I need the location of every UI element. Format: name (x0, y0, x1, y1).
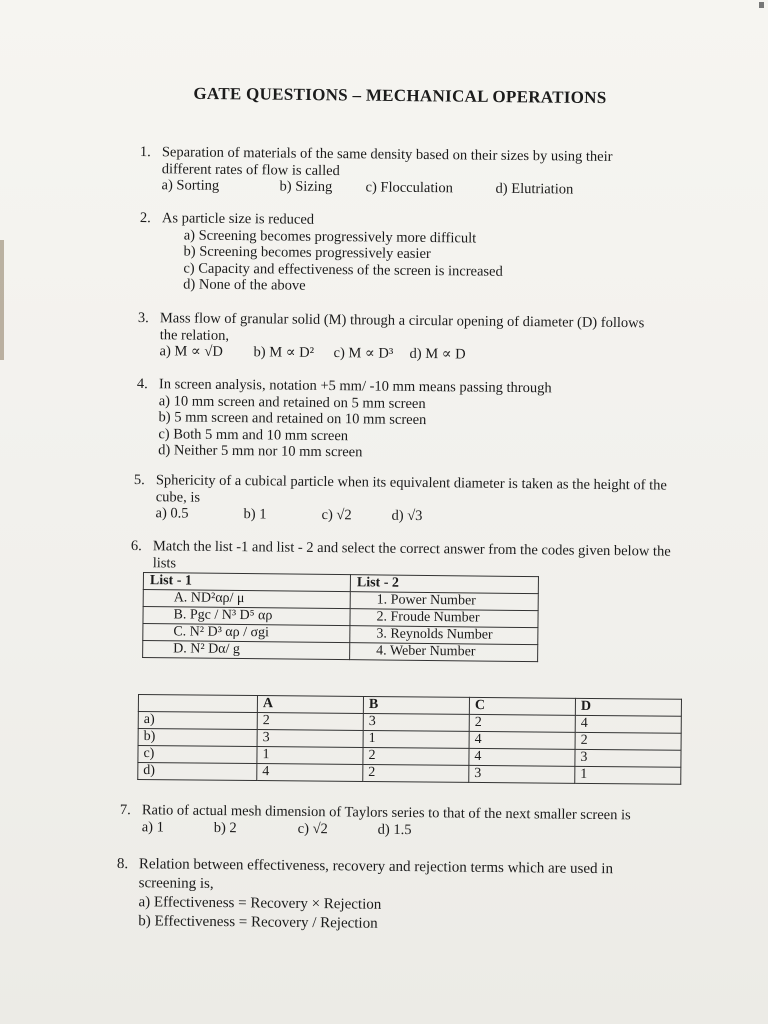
question-text: Mass flow of granular solid (M) through a circular opening of diameter (D) follows the relation, (159, 310, 645, 344)
match-header-list1: List - 1 (143, 573, 350, 592)
question-6 (131, 538, 676, 577)
question-number: 5. (133, 472, 145, 489)
question-text: In screen analysis, notation +5 mm/ -10 mm means passing through (158, 376, 552, 397)
question-3 (137, 310, 662, 365)
table-cell: 4 (575, 715, 681, 733)
option-b: b) Effectiveness = Recovery / Rejection (138, 913, 378, 932)
table-cell: B. Pgc / N³ D⁵ αρ (143, 607, 350, 626)
option-c: c) Capacity and effectiveness of the screen is increased (183, 259, 503, 280)
option-b: b) 2 (213, 819, 237, 836)
option-b: b) Screening becomes progressively easier (183, 243, 431, 263)
question-number: 1. (139, 144, 151, 161)
table-cell: A. ND²αρ/ μ (143, 590, 350, 609)
codes-table (137, 694, 682, 785)
codes-header (138, 695, 257, 713)
table-cell: d) (138, 763, 257, 781)
table-cell: 3 (363, 713, 469, 731)
match-table (142, 572, 539, 662)
table-cell: 2 (257, 713, 363, 731)
table-cell: C. N² D³ αρ / σgi (143, 624, 350, 643)
codes-header: B (363, 696, 469, 714)
question-7 (120, 802, 680, 841)
codes-header: D (575, 698, 681, 716)
table-cell: a) (138, 712, 257, 730)
option-d: d) Elutriation (495, 180, 574, 198)
table-cell: D. N² Dα/ g (143, 641, 350, 660)
option-a: a) 10 mm screen and retained on 5 mm screen (158, 392, 426, 412)
codes-header: C (469, 697, 575, 715)
question-number: 7. (119, 802, 131, 819)
table-cell: 1 (575, 766, 681, 784)
question-number: 4. (136, 376, 148, 393)
table-cell: 1 (257, 747, 363, 765)
option-d: d) None of the above (183, 276, 306, 294)
option-b: b) 1 (243, 506, 267, 523)
table-cell: c) (138, 746, 257, 764)
question-text: Separation of materials of the same density based on their sizes by using their different rates of flow is called (161, 144, 613, 179)
question-text: As particle size is reduced (161, 210, 315, 228)
table-cell: 4. Weber Number (350, 643, 538, 662)
table-cell: 2 (469, 714, 575, 732)
option-d: d) 1.5 (377, 821, 412, 838)
option-a: a) Screening becomes progressively more difficult (183, 226, 477, 247)
question-number: 2. (139, 210, 151, 227)
question-4 (136, 376, 637, 464)
page-edge-shadow (0, 240, 4, 360)
question-2 (139, 210, 640, 298)
table-cell: 4 (469, 748, 575, 766)
question-number: 8. (116, 855, 129, 873)
question-5 (133, 472, 668, 528)
codes-header: A (257, 696, 363, 714)
corner-mark (759, 2, 764, 8)
match-header-list2: List - 2 (350, 575, 538, 594)
option-c: c) √2 (321, 506, 352, 524)
option-a: a) Sorting (161, 177, 220, 194)
table-cell: 2 (363, 764, 469, 782)
table-cell: 3 (257, 730, 363, 748)
option-a: a) Effectiveness = Recovery × Rejection (138, 894, 382, 913)
option-d: d) Neither 5 mm nor 10 mm screen (158, 442, 363, 461)
option-c: c) √2 (297, 820, 328, 837)
table-cell: 2 (575, 732, 681, 750)
option-d: d) √3 (391, 507, 423, 525)
option-b: b) Sizing (279, 178, 333, 196)
table-cell: 2 (363, 747, 469, 765)
table-cell: 1. Power Number (350, 592, 538, 611)
question-1 (139, 144, 639, 199)
option-d: d) M ∝ D (409, 345, 466, 363)
table-cell: 4 (469, 731, 575, 749)
table-cell: 1 (363, 730, 469, 748)
question-number: 3. (137, 310, 149, 327)
table-cell: 2. Froude Number (350, 609, 538, 628)
table-cell: 3. Reynolds Number (350, 626, 538, 645)
table-row (143, 641, 538, 662)
option-a: a) M ∝ √D (159, 343, 223, 360)
option-c: c) M ∝ D³ (333, 345, 394, 362)
question-text: Match the list -1 and list - 2 and select the correct answer from the codes given below the lists (152, 538, 671, 571)
option-c: c) Both 5 mm and 10 mm screen (158, 425, 349, 444)
question-text: Sphericity of a cubical particle when its equivalent diameter is taken as the height of the cube, is (155, 472, 667, 506)
option-b: b) 5 mm screen and retained on 10 mm screen (158, 409, 427, 429)
question-text: Relation between effectiveness, recovery and rejection terms which are used in screening is, (138, 856, 614, 893)
question-number: 6. (130, 538, 142, 555)
page-title: GATE QUESTIONS – MECHANICAL OPERATIONS (193, 83, 607, 108)
question-text: Ratio of actual mesh dimension of Taylors series to that of the next smaller screen is (141, 802, 631, 824)
table-cell: 3 (469, 765, 575, 783)
table-cell: 3 (575, 749, 681, 767)
table-cell: 4 (257, 764, 363, 782)
option-c: c) Flocculation (365, 179, 454, 197)
question-8 (116, 855, 647, 937)
option-a: a) 1 (141, 818, 164, 835)
table-cell: b) (138, 729, 257, 747)
option-a: a) 0.5 (155, 505, 189, 522)
option-b: b) M ∝ D² (253, 344, 315, 361)
